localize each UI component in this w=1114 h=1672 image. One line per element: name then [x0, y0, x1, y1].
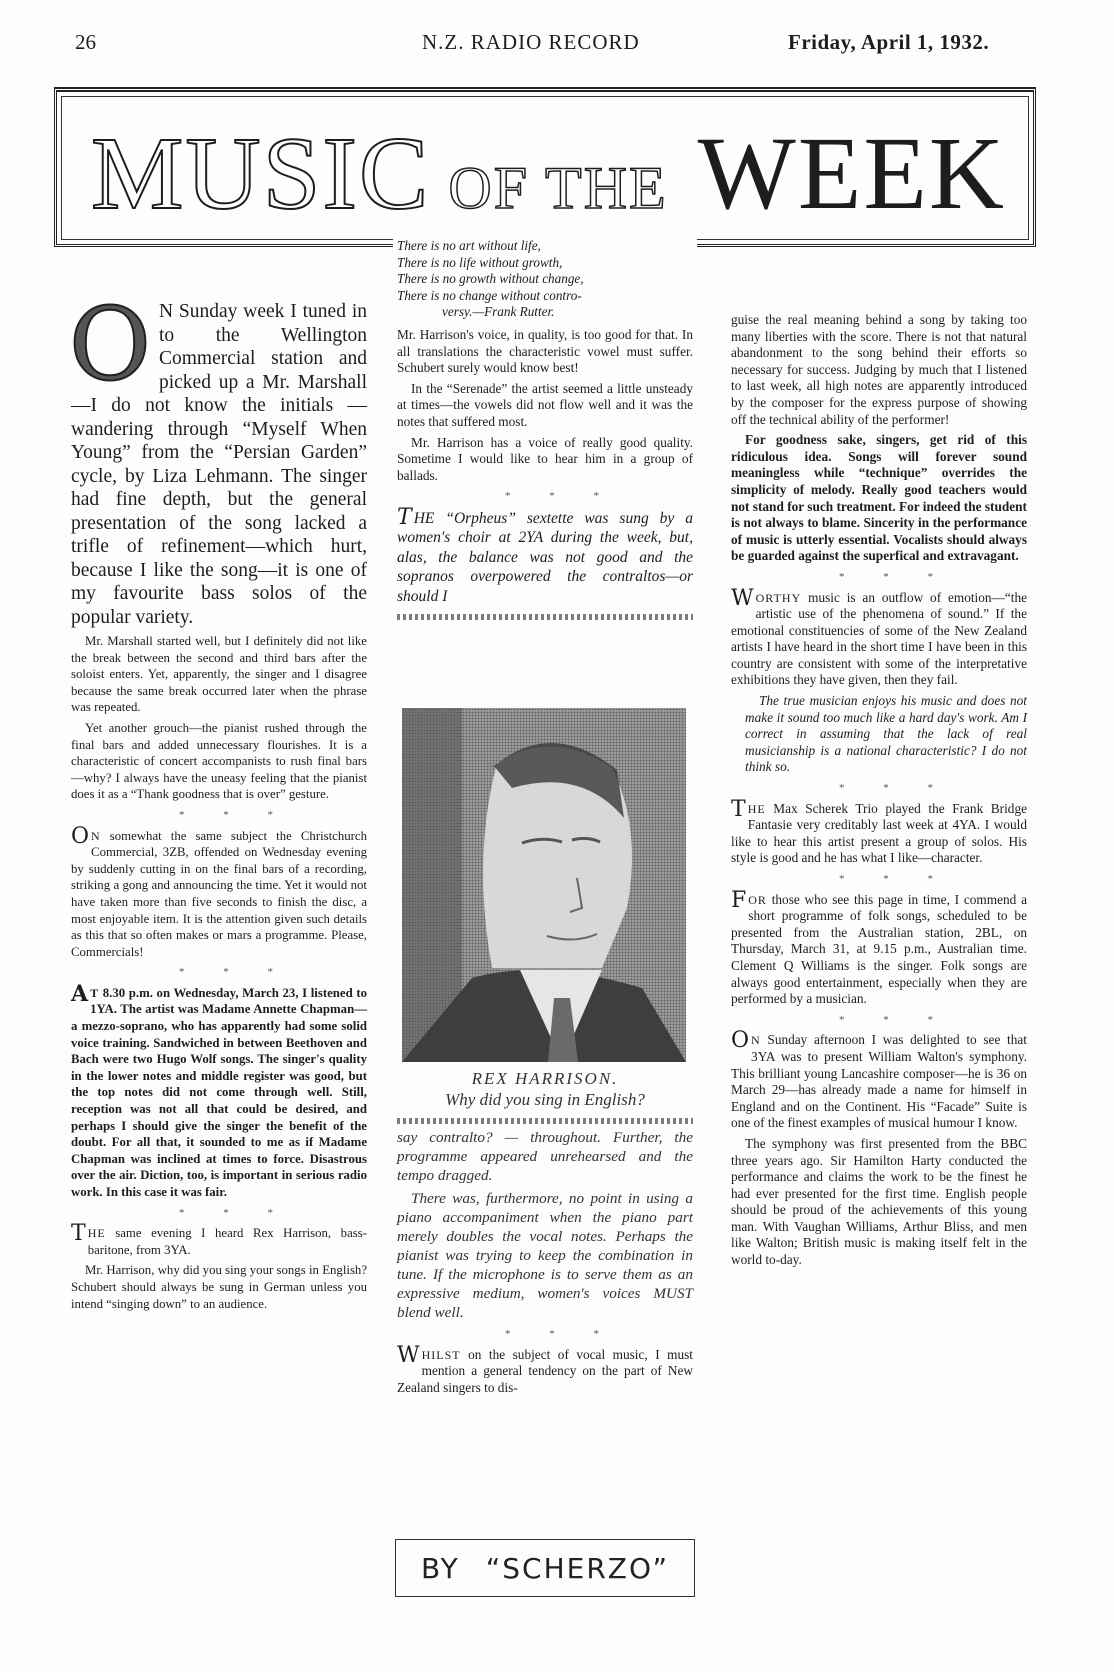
section-separator: * * *: [839, 873, 933, 885]
paragraph: In the “Serenade” the artist seemed a little unsteady at times—the vowels did not flow well and it was the notes that suffered most.: [397, 380, 693, 429]
section-separator: * * *: [179, 1206, 273, 1219]
section-separator: * * *: [179, 966, 273, 979]
section-separator: * * *: [839, 782, 933, 795]
section-separator: * * *: [839, 1013, 933, 1026]
byline-author: “SCHERZO”: [485, 1551, 670, 1585]
decorative-rule: [397, 1118, 693, 1124]
photo-caption: [397, 1068, 693, 1132]
section-rex-harrison: THE same evening I heard Rex Harrison, bass-baritone, from 3YA.: [71, 1221, 367, 1257]
epigraph-line: There is no art without life,: [397, 238, 541, 253]
section-walton-symphony: O N Sunday afternoon I was delighted to see that 3YA was to present William Walton's symphony. This brilliant young Lancashire composer—he is 36 on March 29—has already made a name for himself in England and on the Continent. His “Facade” Suite is one of the finest examples of musical humour I know.: [731, 1028, 1027, 1131]
initial-cap: F: [731, 887, 747, 913]
article-column-1: [69, 286, 367, 1316]
section-whilst: WHILST on the subject of vocal music, I must mention a general tendency on the part of New Zealand singers to dis-: [397, 1342, 693, 1395]
caption-question: Why did you sing in English?: [445, 1090, 645, 1109]
author-byline: [395, 1539, 695, 1597]
section-separator: * * *: [505, 490, 599, 503]
initial-cap: O: [71, 823, 90, 849]
paragraph: Yet another grouch—the pianist rushed through the final bars and added unnecessary flourishes. It is a characteristic of concert accompanists to rush final bars—why? I always have the uneasy feeling that the pianist does it as a “Thank goodness that is over” gesture.: [71, 720, 367, 802]
paragraph-emphasis: For goodness sake, singers, get rid of this ridiculous idea. Songs will forever sound meaningless while “technique” overrides the simplicity of melody. Really good teachers would not stand for such treatment. For indeed the student is not always to blame. Sincerity in the performance of music is utterly essential. Vocalists should always be guarded against the superfical and extravagant.: [731, 432, 1027, 564]
section-christchurch: O N somewhat the same subject the Christchurch Commercial, 3ZB, offended on Wednesday evening by suddenly cutting in on the final bars of a recording, striking a gong and announcing the time. Yet it would not have taken more than five seconds to finish the disc, a most enjoyable item. It is the attention given such details as this that so often makes or mars a programme. Please, Commercials!: [71, 823, 367, 959]
section-orpheus: T HE “Orpheus” sextette was sung by a women's choir at 2YA during the week, but, alas, the balance was not good and the sopranos overpowered the contraltos—or should I: [397, 504, 693, 605]
initial-cap: T: [731, 796, 746, 822]
initial-cap: W: [731, 585, 754, 611]
paragraph: Mr. Harrison has a voice of really good quality. Sometime I would like to hear him in a group of ballads.: [397, 434, 693, 483]
drop-cap: O: [69, 286, 151, 403]
portrait-photo-rex-harrison: [402, 708, 686, 1062]
article-column-2: [397, 327, 693, 628]
article-column-2-lower: [397, 1128, 693, 1400]
page-title: [91, 116, 1006, 231]
title-banner: [54, 87, 1036, 247]
epigraph-line: There is no life without growth,: [397, 254, 563, 270]
page-header: [70, 26, 1064, 56]
epigraph-attribution: versy.—Frank Rutter.: [442, 304, 555, 319]
initial-cap: T: [397, 504, 412, 530]
decorative-rule: [397, 614, 693, 620]
page-number: 26: [75, 30, 96, 54]
epigraph-quote: [393, 238, 697, 321]
portrait-image: [402, 708, 686, 1062]
paragraph: Mr. Marshall started well, but I definitely did not like the break between the second and third bars after the soloist enters. Yet, apparently, the singer and I disagree because the same break occurred later when the phrase was repeated.: [71, 634, 367, 715]
title-word-music: MUSIC: [91, 116, 431, 231]
article-column-3: [731, 312, 1027, 1273]
column-1-body: [71, 633, 367, 1312]
paragraph: There was, furthermore, no point in using a piano accompaniment when the piano part merely doubles the vocal notes. Perhaps the pianist was trying to keep the combination in tune. If the microphone is to serve them as an expressive medium, women's voices MUST blend well.: [397, 1190, 693, 1321]
section-separator: * * *: [179, 808, 273, 821]
section-scherek-trio: THE Max Scherek Trio played the Frank Bridge Fantasie very creditably last week at 4YA. I would like to hear this artist present a group of solos. His style is good and he has what I like—character.: [731, 796, 1027, 866]
epigraph-line: There is no change without contro-: [397, 287, 582, 303]
epigraph-line: There is no growth without change,: [397, 271, 584, 286]
paragraph: Mr. Harrison's voice, in quality, is too good for that. In all translations the characteristic vowel must suffer. Schubert surely would know best!: [397, 327, 693, 376]
section-separator: * * *: [505, 1328, 599, 1340]
lead-paragraph: [69, 286, 367, 629]
initial-cap: A: [71, 980, 89, 1007]
paragraph-italic: The true musician enjoys his music and does not make it sound too much like a hard day's work. Am I correct in assuming that the lack of real musicianship is a national characteristic? I do not think so.: [745, 693, 1027, 775]
section-separator: * * *: [839, 570, 933, 583]
initial-cap: O: [731, 1028, 750, 1054]
title-word-week: WEEK: [697, 116, 1006, 231]
paragraph: Mr. Harrison, why did you sing your songs in English? Schubert should always be sung in German unless you intend “singing down” to an audience.: [71, 1263, 367, 1311]
byline-by: BY: [420, 1551, 460, 1585]
caption-name: REX HARRISON.: [471, 1069, 619, 1088]
section-worthy-music: WORTHY music is an outflow of emotion—“the artistic use of the phenomena of sound.” If the emotional constituencies of some of the New Zealand artists I have heard in the short time I have been in this country are consistent with some of the interpretative exhibitions they have given, then they fail.: [731, 585, 1027, 688]
lead-text: N Sunday week I tuned in to the Wellington Commercial station and picked up a Mr. Marshall—I do not know the initials — wandering through “Myself When Young” from the “Persian Garden” cycle, by Liza Lehmann. The singer had fine depth, but the general presentation of the song lacked a trifle of refinement—which hurt, because I like the song—it is one of my favourite bass solos of the popular variety.: [71, 301, 367, 628]
paragraph: guise the real meaning behind a song by taking too many liberties with the score. There is not that natural abandonment to the song behind their efforts so necessary for success. Judging by much that I listened to last week, all high notes are apparently introduced by the composer for the express purpose of showing off the technical ability of the performer!: [731, 312, 1027, 427]
paragraph: The symphony was first presented from the BBC three years ago. Sir Hamilton Harty conducted the performance and claims the work to be the finest he had ever presented for the first time. English people should be proud of the achievements of this young man. With Vaughan Williams, Arthur Bliss, and men like Walton; British music is making itself felt in the world to-day.: [731, 1135, 1027, 1268]
publication-name: N.Z. RADIO RECORD: [422, 30, 640, 54]
initial-cap: T: [71, 1221, 86, 1247]
section-folk-songs: FOR those who see this page in time, I commend a short programme of folk songs, scheduled to be presented from the Australian station, 2BL, on Thursday, March 31, at 9.15 p.m., Australian time. Clement Q Williams is the singer. Folk songs are always good entertainment, especially when they are performed by a musician.: [731, 887, 1027, 1007]
title-word-of-the: OF THE: [448, 155, 668, 221]
initial-cap: W: [397, 1342, 420, 1368]
paragraph: say contralto? — throughout. Further, the programme appeared unrehearsed and the tempo dragged.: [397, 1129, 693, 1184]
issue-date: Friday, April 1, 1932.: [788, 30, 990, 54]
section-1ya-review: A T 8.30 p.m. on Wednesday, March 23, I listened to 1YA. The artist was Madame Annette Chapman—a mezzo-soprano, who has apparently had some solid voice training. Sandwiched in between Beethoven and Bach were two Hugo Wolf songs. The singer's quality in the lower notes and middle register was good, but the top notes did not come through well. Still, reception was not all that could be desired, and perhaps I should give the singer the benefit of the doubt. For all that, it sounded to me as if Madame Chapman was inclined at times to force. Disastrous over the air. Diction, too, is important in serious radio work. In this case it was fair.: [71, 980, 367, 1199]
